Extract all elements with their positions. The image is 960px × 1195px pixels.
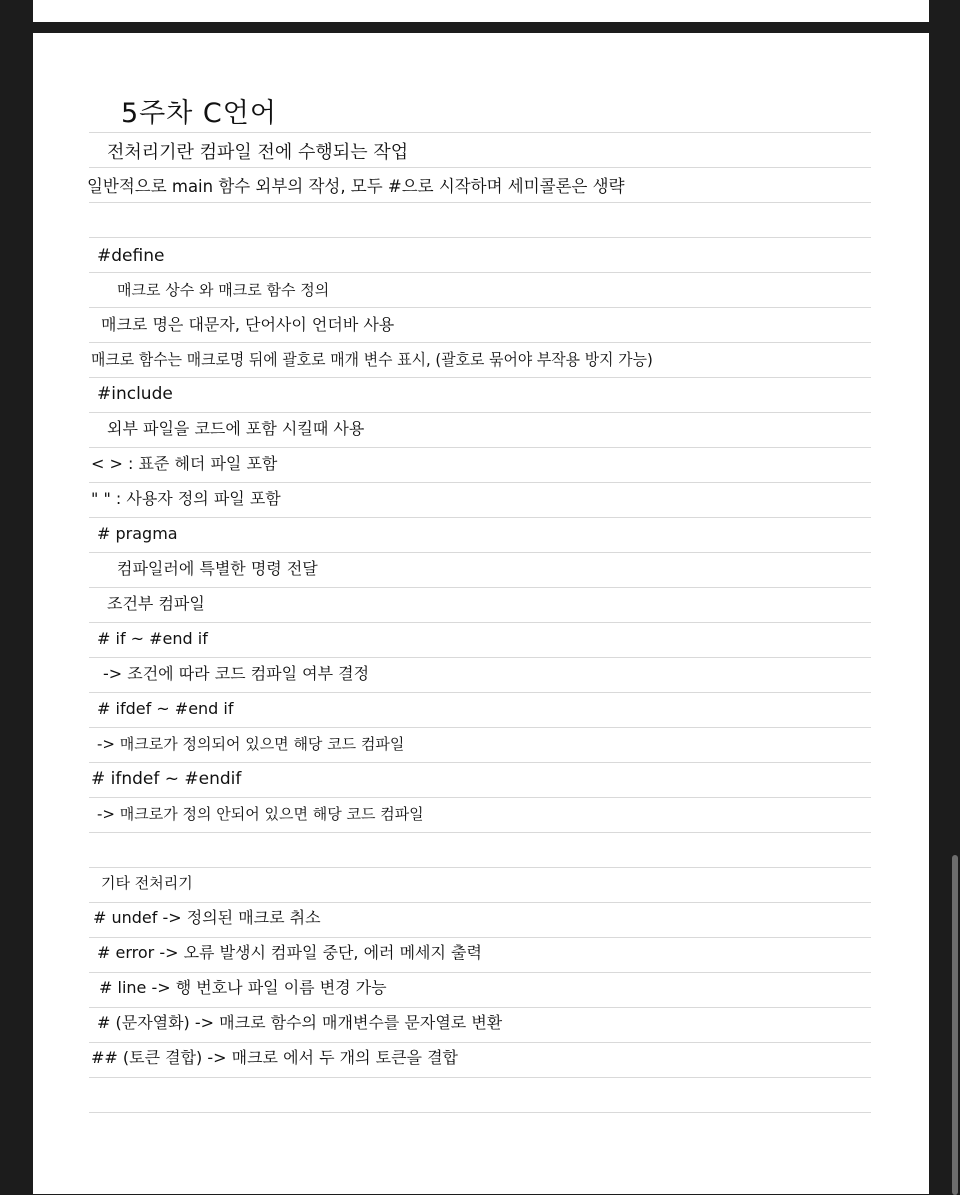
note-line: -> 매크로가 정의 안되어 있으면 해당 코드 컴파일 bbox=[97, 805, 424, 823]
ruled-line bbox=[89, 902, 871, 903]
ruled-line bbox=[89, 1042, 871, 1043]
note-page[interactable] bbox=[33, 33, 929, 1194]
note-line: 전처리기란 컴파일 전에 수행되는 작업 bbox=[107, 142, 409, 163]
previous-page-edge bbox=[33, 0, 929, 22]
ruled-line bbox=[89, 622, 871, 623]
ruled-line bbox=[89, 552, 871, 553]
ruled-line bbox=[89, 412, 871, 413]
ruled-line bbox=[89, 937, 871, 938]
note-line: ## (토큰 결합) -> 매크로 에서 두 개의 토큰을 결합 bbox=[91, 1048, 459, 1067]
ruled-line bbox=[89, 867, 871, 868]
ruled-line bbox=[89, 377, 871, 378]
note-line: # if ~ #end if bbox=[97, 629, 208, 648]
ruled-line bbox=[89, 972, 871, 973]
ruled-line bbox=[89, 447, 871, 448]
ruled-line bbox=[89, 202, 871, 203]
scrollbar-thumb[interactable] bbox=[952, 855, 958, 1195]
ruled-line bbox=[89, 657, 871, 658]
note-line: " " : 사용자 정의 파일 포함 bbox=[91, 489, 281, 508]
ruled-line bbox=[89, 342, 871, 343]
ruled-line bbox=[89, 272, 871, 273]
note-line: -> 매크로가 정의되어 있으면 해당 코드 컴파일 bbox=[97, 735, 405, 753]
note-line: # ifndef ~ #endif bbox=[91, 769, 242, 789]
note-line: 조건부 컴파일 bbox=[107, 594, 205, 613]
note-line: 매크로 명은 대문자, 단어사이 언더바 사용 bbox=[101, 315, 395, 334]
note-line: < > : 표준 헤더 파일 포함 bbox=[91, 454, 278, 473]
note-line: # ifdef ~ #end if bbox=[97, 699, 234, 718]
ruled-line bbox=[89, 132, 871, 133]
ruled-line bbox=[89, 727, 871, 728]
ruled-line bbox=[89, 1112, 871, 1113]
ruled-line bbox=[89, 692, 871, 693]
note-line: # line -> 행 번호나 파일 이름 변경 가능 bbox=[99, 978, 387, 997]
note-line: -> 조건에 따라 코드 컴파일 여부 결정 bbox=[103, 664, 370, 683]
ruled-line bbox=[89, 832, 871, 833]
ruled-line bbox=[89, 517, 871, 518]
note-line: # error -> 오류 발생시 컴파일 중단, 에러 메세지 출력 bbox=[97, 943, 482, 962]
note-line: 매크로 상수 와 매크로 함수 정의 bbox=[117, 281, 330, 299]
note-line: 컴파일러에 특별한 명령 전달 bbox=[117, 559, 318, 578]
note-line: # undef -> 정의된 매크로 취소 bbox=[93, 908, 321, 927]
page-title: 5주차 C언어 bbox=[121, 98, 277, 129]
ruled-line bbox=[89, 237, 871, 238]
note-line: # pragma bbox=[97, 524, 178, 543]
ruled-line bbox=[89, 1007, 871, 1008]
ruled-line bbox=[89, 167, 871, 168]
ruled-line bbox=[89, 307, 871, 308]
ruled-line bbox=[89, 587, 871, 588]
note-line: 일반적으로 main 함수 외부의 작성, 모두 #으로 시작하며 세미콜론은 생략 bbox=[87, 177, 625, 197]
note-line: 기타 전처리기 bbox=[101, 874, 193, 892]
note-line: #define bbox=[97, 246, 165, 266]
ruled-line bbox=[89, 797, 871, 798]
ruled-line bbox=[89, 762, 871, 763]
note-line: # (문자열화) -> 매크로 함수의 매개변수를 문자열로 변환 bbox=[97, 1013, 503, 1032]
note-line: 매크로 함수는 매크로명 뒤에 괄호로 매개 변수 표시, (괄호로 묶어야 부작용 방지 가능) bbox=[91, 350, 653, 369]
note-line: 외부 파일을 코드에 포함 시킬때 사용 bbox=[107, 419, 365, 438]
ruled-line bbox=[89, 482, 871, 483]
ruled-line bbox=[89, 1077, 871, 1078]
note-line: #include bbox=[97, 384, 173, 404]
